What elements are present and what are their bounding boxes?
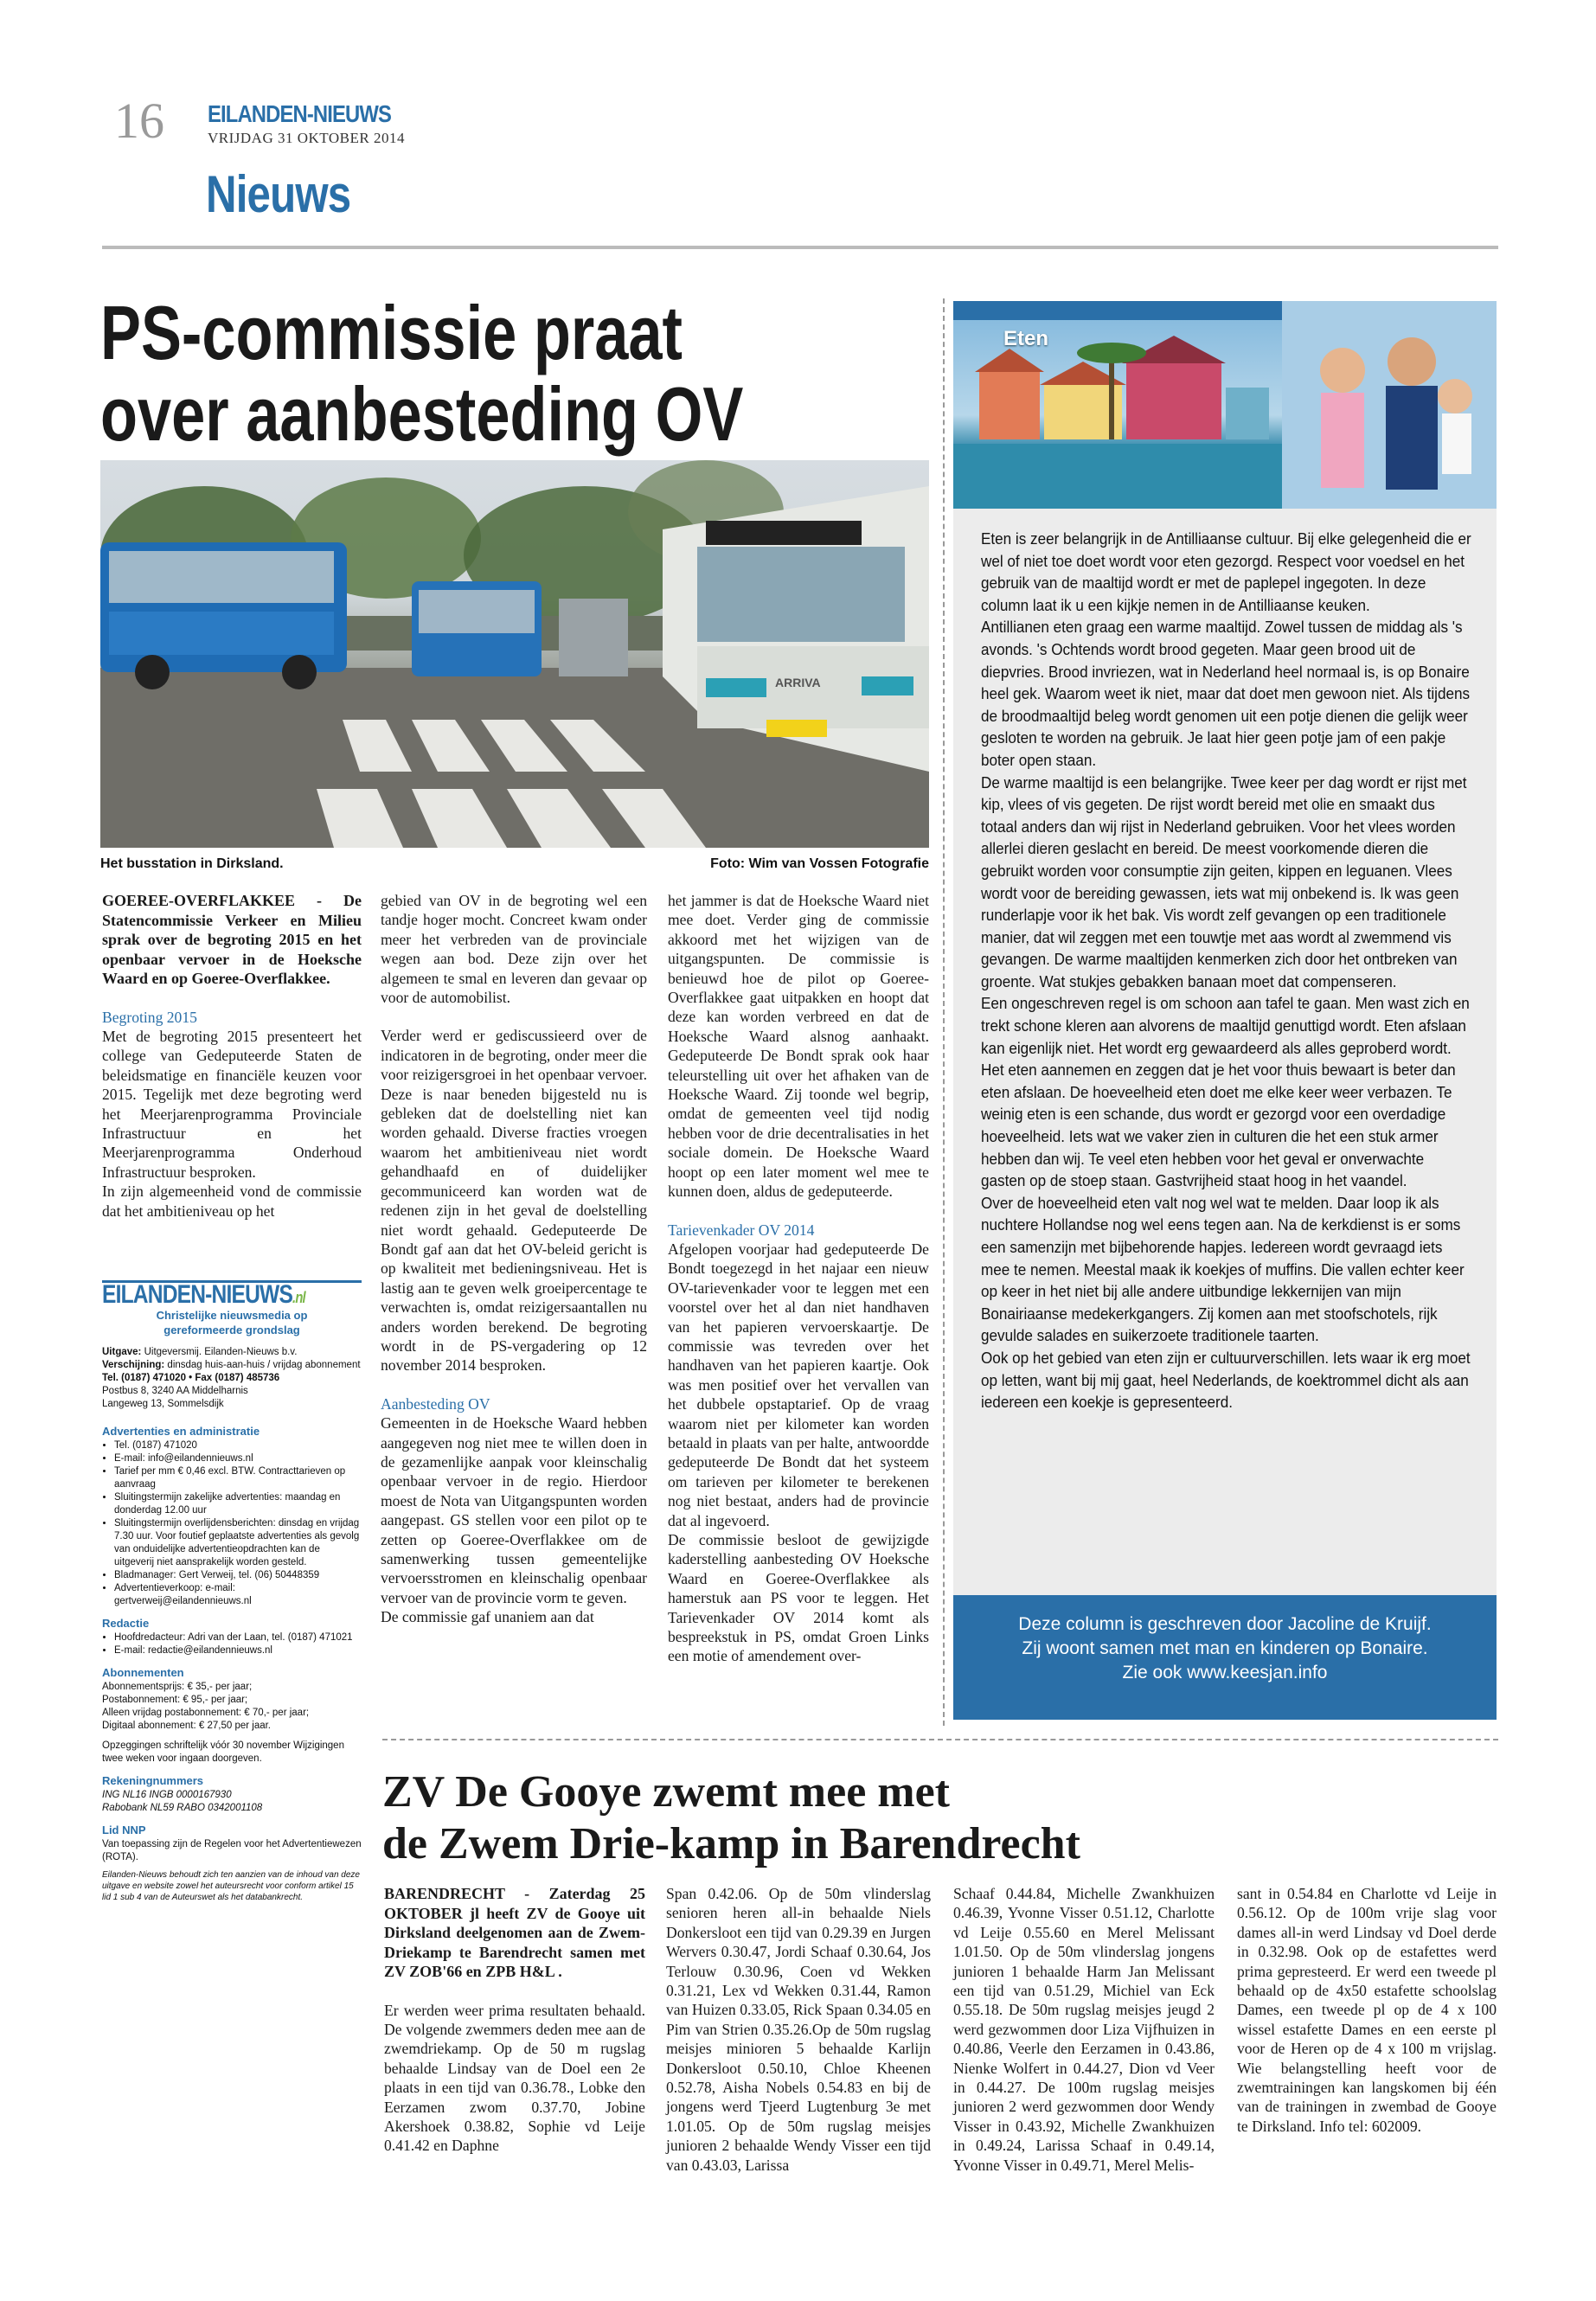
bus-station-photo [100, 460, 929, 848]
article2-col4 [1237, 1884, 1497, 2136]
article1-col2-p4: De commissie gaf unaniem aan dat [381, 1608, 594, 1626]
eten-paragraph: Eten is zeer belangrijk in de Antilliaanse cultuur. Bij elke gelegenheid die er wel of niet toe doet wordt voor eten gezorgd. Respect voor voedsel en het gebruik van de maaltijd wordt er met de paplepel ingegoten. In deze column laat ik u een kijkje nemen in de Antilliaanse keuken. [981, 529, 1471, 614]
colophon-logo: EILANDEN-NIEUWS [102, 1280, 293, 1309]
colophon-logo-row [102, 1280, 315, 1309]
article2-col1 [384, 1884, 645, 2156]
colophon-red-item[interactable]: • E-mail: redactie@eilandennieuws.nl [114, 1644, 362, 1657]
article1-col3-p1: het jammer is dat de Hoeksche Waard niet mee doet. Verder ging de commissie akkoord met het wijzigen van de uitgangspunten. De commissie is benieuwd hoe de pilot op Goeree-Overflakkee gaat uitpakken en hoopt dat deze kan worden verbreed en dat de Hoeksche Waard alsnog aanhaakt. Gedeputeerde De Bondt sprak ook haar teleurstelling uit over het afhaken van de Hoeksche Waard. Zij toonde wel begrip, omdat de gemeenten veel tijd nodig hebben voor de drie decentralisaties in het sociale domein. De Hoeksche Waard hoopt op een later moment wel mee te kunnen doen, aldus de gedeputeerde. [668, 892, 929, 1201]
page-number: 16 [114, 93, 164, 149]
article2-headline-line1: ZV De Gooye zwemt mee met [382, 1767, 950, 1817]
eten-paragraph: De warme maaltijd is een belangrijke. Twee keer per dag wordt er rijst met kip, vlees of vis gegeten. De rijst wordt bereid met olie en smaakt dus totaal anders dan wij rijst in Nederland gebruiken. Voor het vlees worden allerlei dieren geslacht en bereid. De meest voorkomende dieren die gebruikt worden voor consumptie zijn geiten, kippen en leguanen. Vlees wordt voor de bereiding gewassen, iets wat mij onbekend is. Ik was geen runderlapje voor ik het bak. Vis wordt zelf gevangen op een traditionele manier, dat wil zeggen met een touwtje met aas wordt al zwemmend vis gevangen. De warme maaltijden kenmerken zich door het ontbreken van groente. Wat stukjes gebakken banaan moet dat compenseren. [981, 772, 1467, 990]
eten-footer-line1: Deze column is geschreven door Jacoline de Kruijf. [1018, 1614, 1432, 1634]
colophon-adv-item: • Sluitingstermijn overlijdensberichten: dinsdag en vrijdag 7.30 uur. Voor foutief geplaatste advertenties als gevolg van onduidelijke advertentieopdrachten kan de uitgeverij niet aansprakelijk worden gesteld. [114, 1517, 362, 1569]
article2-headline-line2: de Zwem Drie-kamp in Barendrecht [382, 1819, 1080, 1868]
colophon-abo-line: Digitaal abonnement: € 27,50 per jaar. [102, 1721, 271, 1731]
colophon-opzeg: Opzeggingen schriftelijk vóór 30 november Wijzigingen twee weken voor ingaan doorgeven. [102, 1740, 344, 1764]
uitgave-label: Uitgave: [102, 1347, 142, 1357]
colophon-adv-item: • Bladmanager: Gert Verweij, tel. (06) 50448359 [114, 1569, 362, 1582]
eten-footer-line2: Zij woont samen met man en kinderen op Bonaire. [1022, 1638, 1428, 1658]
uitgave-value: Uitgeversmij. Eilanden-Nieuws b.v. [144, 1347, 298, 1357]
colophon-abo-line: Abonnementsprijs: € 35,- per jaar; [102, 1682, 253, 1692]
colophon-adres: Langeweg 13, Sommelsdijk [102, 1399, 224, 1409]
article1-col3 [668, 891, 929, 1666]
colophon-box [102, 1280, 362, 2195]
eten-footer-link[interactable]: Zie ook www.keesjan.info [1122, 1663, 1328, 1682]
colophon-red-list [102, 1631, 362, 1657]
colophon-nnp-text: Van toepassing zijn de Regelen voor het Advertentiewezen (ROTA). [102, 1839, 362, 1862]
eten-text [981, 528, 1471, 1413]
eten-paragraph: Over de hoeveelheid eten valt nog wel wat te melden. Daar loop ik als nuchtere Hollandse nog wel eens tegen aan. Na de kerkdienst is er soms een samenzijn met bijbehorende hapjes. Iedereen wordt gevraagd iets mee te nemen. Meestal maak ik koekjes of muffins. Die vallen echter keer op keer in het niet bij alle andere uitbundige lekkernijen van mijn Bonairiaanse medekerkgangers. Zij komen aan met stoofschotels, rijk gevulde salades en suikerzoete traditionele taarten. [981, 1193, 1465, 1345]
colophon-rek-line: ING NL16 INGB 0000167930 [102, 1790, 232, 1800]
colophon-tagline1: Christelijke nieuwsmedia op [156, 1309, 308, 1322]
article1-col2-p3: Gemeenten in de Hoeksche Waard hebben aangegeven nog niet mee te willen doen in de gezamenlijke aanpak voor kleinschalig openbaar vervoer in de regio. Hierdoor moest de Nota van Uitgangspunten worden aangepast. GS stellen voor een pilot op te zetten op Goeree-Overflakkee om de samenwerking tussen gemeentelijke vervoersstromen en kleinschalig openbaar vervoer van de provincie vorm te geven. [381, 1414, 647, 1606]
article2-col3 [953, 1884, 1215, 2175]
header-rule [102, 246, 1498, 249]
colophon-adv-item[interactable]: • E-mail: info@eilandennieuws.nl [114, 1452, 362, 1465]
colophon-adv-item: • Sluitingstermijn zakelijke advertenties: maandag en donderdag 12.00 uur [114, 1491, 362, 1517]
article2-headline [382, 1766, 1498, 1870]
colophon-disclaimer: Eilanden-Nieuws behoudt zich ten aanzien van de inhoud van deze uitgave en website zowel het auteursrecht voor conform artikel 15 lid 1 sub 4 van de Auteurswet als het databankrecht. [102, 1870, 360, 1902]
article1-col1-p2: In zijn algemeenheid vond de commissie dat het ambitieniveau op het [102, 1183, 362, 1220]
masthead: EILANDEN-NIEUWS [208, 100, 392, 127]
eten-paragraph: Een ongeschreven regel is om schoon aan tafel te gaan. Men wast zich en trekt schone kleren aan alvorens de maaltijd genuttigd wordt. Eten afslaan kan eigenlijk niet. Het wordt erg gewaardeerd als alles geproberd wordt. Het eten aannemen en zeggen dat je het voor thuis bewaart is beter dan eten afslaan. De hoeveelheid eten doet me elke keer weer verbazen. Te weinig eten is een schande, dus wordt er gezorgd voor een overdadige hoeveelheid. Iets wat we vaker zien in culturen die het een stuk armer hebben dan wij. Te veel eten hebben voor het geval er onverwachte gasten op de stoep staan. Gastvrijheid staat hoog in het vaandel. [981, 994, 1470, 1190]
subhead-tarievenkader: Tarievenkader OV 2014 [668, 1221, 815, 1239]
colophon-adv-list [102, 1439, 362, 1608]
colophon-red-title: Redactie [102, 1617, 150, 1630]
verschijning-value: dinsdag huis-aan-huis / vrijdag abonnement [167, 1360, 361, 1370]
colophon-rek-line: Rabobank NL59 RABO 0342001108 [102, 1803, 263, 1813]
eten-label: Eten [1003, 327, 1049, 350]
article2-col2-p1: Span 0.42.06. Op de 50m vlinderslag senioren heren all-in behaalde Niels Donkersloot een tijd van 0.29.39 en Jurgen Wervers 0.30.47, Jordi Schaaf 0.30.64, Jos Terlouw 0.30.96, Coen vd Wekken 0.31.21, Lex vd Wekken 0.31.44, Ramon van Huizen 0.33.05, Rick Spaan 0.34.05 en Pim van Strien 0.35.26.Op de 50m rugslag meisjes minioren 5 behaalde Karlijn Donkersloot 0.50.10, Chloe Kheenen 0.52.78, Aisha Nobels 0.54.83 en bij de jongens werd Tjeerd Lugtenburg 3e met 1.01.05. Op de 50m rugslag meisjes junioren 2 behaalde Wendy Visser een tijd van 0.43.03, Larissa [666, 1885, 931, 2174]
colophon-nnp-title: Lid NNP [102, 1823, 146, 1836]
article1-col1-p1: Met de begroting 2015 presenteert het college van Gedeputeerde Staten de beleidsmatige en financiële keuzen voor 2015. Tegelijk met deze begroting werd het Meerjarenprogramma Provinciale Infrastructuur en het Meerjarenprogramma Onderhoud Infrastructuur besproken. [102, 1027, 362, 1181]
bus-scene [100, 460, 929, 848]
colophon-abo-line: Postabonnement: € 95,- per jaar; [102, 1695, 248, 1705]
section-title: Nieuws [206, 165, 351, 223]
colophon-postbus: Postbus 8, 3240 AA Middelharnis [102, 1386, 248, 1396]
page-date: VRIJDAG 31 OKTOBER 2014 [208, 130, 405, 146]
article2-col2 [666, 1884, 931, 2175]
article2-col3-p1: Schaaf 0.44.84, Michelle Zwankhuizen 0.46.39, Yvonne Visser 0.51.12, Charlotte vd Leije 0.55.60 en Merel Melissant 1.01.50. Op de 50m vlinderslag jongens junioren 1 behaalde Harm Jan Melissant een tijd van 0.51.29, Michiel van Eck 0.55.18. De 50m rugslag meisjes jeugd 2 werd gezwommen door Liza Vijfhuizen in 0.40.86, Veerle den Eerzamen in 0.43.86, Nienke Wolfert in 0.44.27, Dion vd Veer in 0.44.27. De 100m rugslag meisjes junioren 2 werd gezwommen door Wendy Visser in 0.43.92, Michelle Zwankhuizen in 0.49.24, Larissa Schaaf in 0.49.14, Yvonne Visser in 0.49.71, Merel Melis- [953, 1885, 1215, 2174]
subhead-aanbesteding: Aanbesteding OV [381, 1394, 490, 1413]
article1-col2-p1: gebied van OV in de begroting wel een tandje hoger mocht. Concreet kwam onder meer het verbreden van de provinciale wegen aan bod. Deze zijn over het algemeen te smal en leveren dan gevaar op voor de automobilist. [381, 892, 647, 1007]
bus-logo: ARRIVA [775, 676, 821, 689]
column-separator [943, 298, 945, 1726]
colophon-red-item: • Hoofdredacteur: Adri van der Laan, tel. (0187) 471021 [114, 1631, 362, 1644]
colophon-abo-line: Alleen vrijdag postabonnement: € 70,- per jaar; [102, 1708, 310, 1718]
photo-caption: Het busstation in Dirksland. [100, 856, 284, 871]
colophon-logo-suffix: .nl [292, 1289, 305, 1306]
eten-footer [953, 1595, 1497, 1720]
eten-column [953, 301, 1497, 1720]
colophon-adv-item: • Tel. (0187) 471020 [114, 1439, 362, 1452]
article1-lead: GOEREE-OVERFLAKKEE - De Statencommissie Verkeer en Milieu sprak over de begroting 2015 en het openbaar vervoer in de Hoeksche Waard en op Goeree-Overflakkee. [102, 892, 362, 987]
article2-separator [382, 1739, 1498, 1740]
colophon-tagline2: gereformeerde grondslag [163, 1324, 300, 1336]
photo-credit: Foto: Wim van Vossen Fotografie [710, 856, 929, 871]
eten-banner [953, 301, 1497, 509]
article1-headline [100, 292, 765, 455]
article2-lead: BARENDRECHT - Zaterdag 25 OKTOBER jl heeft ZV de Gooye uit Dirksland deelgenomen aan de Zwem- Driekamp te Barendrecht samen met ZV ZOB'66 en ZPB H&L . [384, 1885, 645, 1980]
subhead-begroting: Begroting 2015 [102, 1008, 197, 1026]
article2-col1-p1: Er werden weer prima resultaten behaald. De volgende zwemmers deden mee aan de zwemdriekamp. Op de 50 m rugslag behaalde Lindsay van de Doel een 2e plaats in een tijd van 0.36.78., Lobke den Eerzamen zwom 0.37.70, Jobine Akershoek 0.38.82, Sophie vd Leije 0.41.42 en Daphne [384, 2001, 645, 2155]
article1-col3-p2: Afgelopen voorjaar had gedeputeerde De Bondt toegezegd in het najaar een nieuw OV-tarievenkader voor te leggen met een voorstel over het al dan niet handhaven van het papieren vervoerskaartje. De commissie was tevreden over het handhaven van het papieren kaartje. Ook was men positief over het vervallen van het dubbele opstaptarief. Op de vraag waarom niet per kilometer kan worden betaald in plaats van per halte, antwoordde gedeputeerde De Bondt dat het systeem om tarieven per kilometer te berekenen nog niet bestaat, anders had de provincie dat al ingevoerd. [668, 1240, 929, 1529]
colophon-adv-item[interactable]: • Advertentieverkoop: e-mail: gertverweij@eilandennieuws.nl [114, 1582, 362, 1608]
headline-line1: PS-commissie praat [100, 290, 683, 375]
colophon-adv-title: Advertenties en administratie [102, 1425, 260, 1438]
eten-paragraph: Ook op het gebied van eten zijn er cultuurverschillen. Iets waar ik erg moet op letten, want bij mij gaat, heel Nederlands, de koektrommel dicht als aan iedereen een koekje is gepresenteerd. [981, 1348, 1471, 1412]
article1-col2 [381, 891, 647, 1627]
eten-paragraph: Antillianen eten graag een warme maaltijd. Zowel tussen de middag als 's avonds. 's Ochtends wordt brood gegeten. Maar geen brood uit de diepvries. Brood invriezen, wat in Nederland heel normaal is, is op Bonaire heel gek. Waarom weet ik niet, maar dat doet men gewoon niet. Als tijdens de broodmaaltijd beleg wordt genomen uit een potje dienen die gelijk weer gesloten te worden na gebruik. Je laat hier geen potje jam of een pakje boter open staan. [981, 618, 1471, 769]
headline-line2: over aanbesteding OV [100, 371, 744, 457]
article1-col3-p3: De commissie besloot de gewijzigde kaderstelling aanbesteding OV Hoeksche Waard en Goeree-Overflakkee als hamerstuk aan PS voor te leggen. Het Tarievenkader OV 2014 komt als bespreekstuk in PS, omdat Groen Links een motie of amendement over- [668, 1531, 929, 1665]
colophon-abo-title: Abonnementen [102, 1666, 184, 1679]
article2-col4-p1: sant in 0.54.84 en Charlotte vd Leije in 0.56.12. Op de 100m vrije slag voor dames all-in werd Lindsay vd Doel derde in 0.32.98. Ook op de estafettes werd prima gepresteerd. Er werd een tweede pl behaald op de 4x50 estafette schoolslag Dames, een tweede pl op de 4 x 100 wissel estafette Dames en een eerste pl voor de Heren op de 4 x 100 m vrijslag. Wie belangstelling heeft voor de zwemtrainingen kan langskomen bij één van de trainingen in zwembad de Gooye te Dirksland. Info tel: 602009. [1237, 1885, 1497, 2135]
article1-col1 [102, 891, 362, 1221]
colophon-tel: Tel. (0187) 471020 • Fax (0187) 485736 [102, 1373, 280, 1383]
colophon-adv-item: • Tarief per mm € 0,46 excl. BTW. Contracttarieven op aanvraag [114, 1465, 362, 1491]
verschijning-label: Verschijning: [102, 1360, 165, 1370]
colophon-rek-title: Rekeningnummers [102, 1774, 204, 1787]
article1-col2-p2: Verder werd er gediscussieerd over de indicatoren in de begroting, onder meer die voor reizigersgroei in het openbaar vervoer. Deze is naar beneden bijgesteld nu is gebleken dat de doelstelling niet kan worden gehaald. Diverse fracties vroegen waarom het ambitieniveau niet wordt gehandhaafd en of duidelijker gecommuniceerd kan worden wat de redenen zijn in het geval de doelstelling niet wordt gehaald. Gedeputeerde De Bondt gaf aan dat het OV-beleid gericht is op kwaliteit met bedieningsniveau. Het is lastig aan te geven welk groeipercentage te verwachten is, omdat reizigersaantallen nu anders worden berekend. De begroting wordt in de PS-vergadering op 12 november 2014 besproken. [381, 1027, 647, 1375]
